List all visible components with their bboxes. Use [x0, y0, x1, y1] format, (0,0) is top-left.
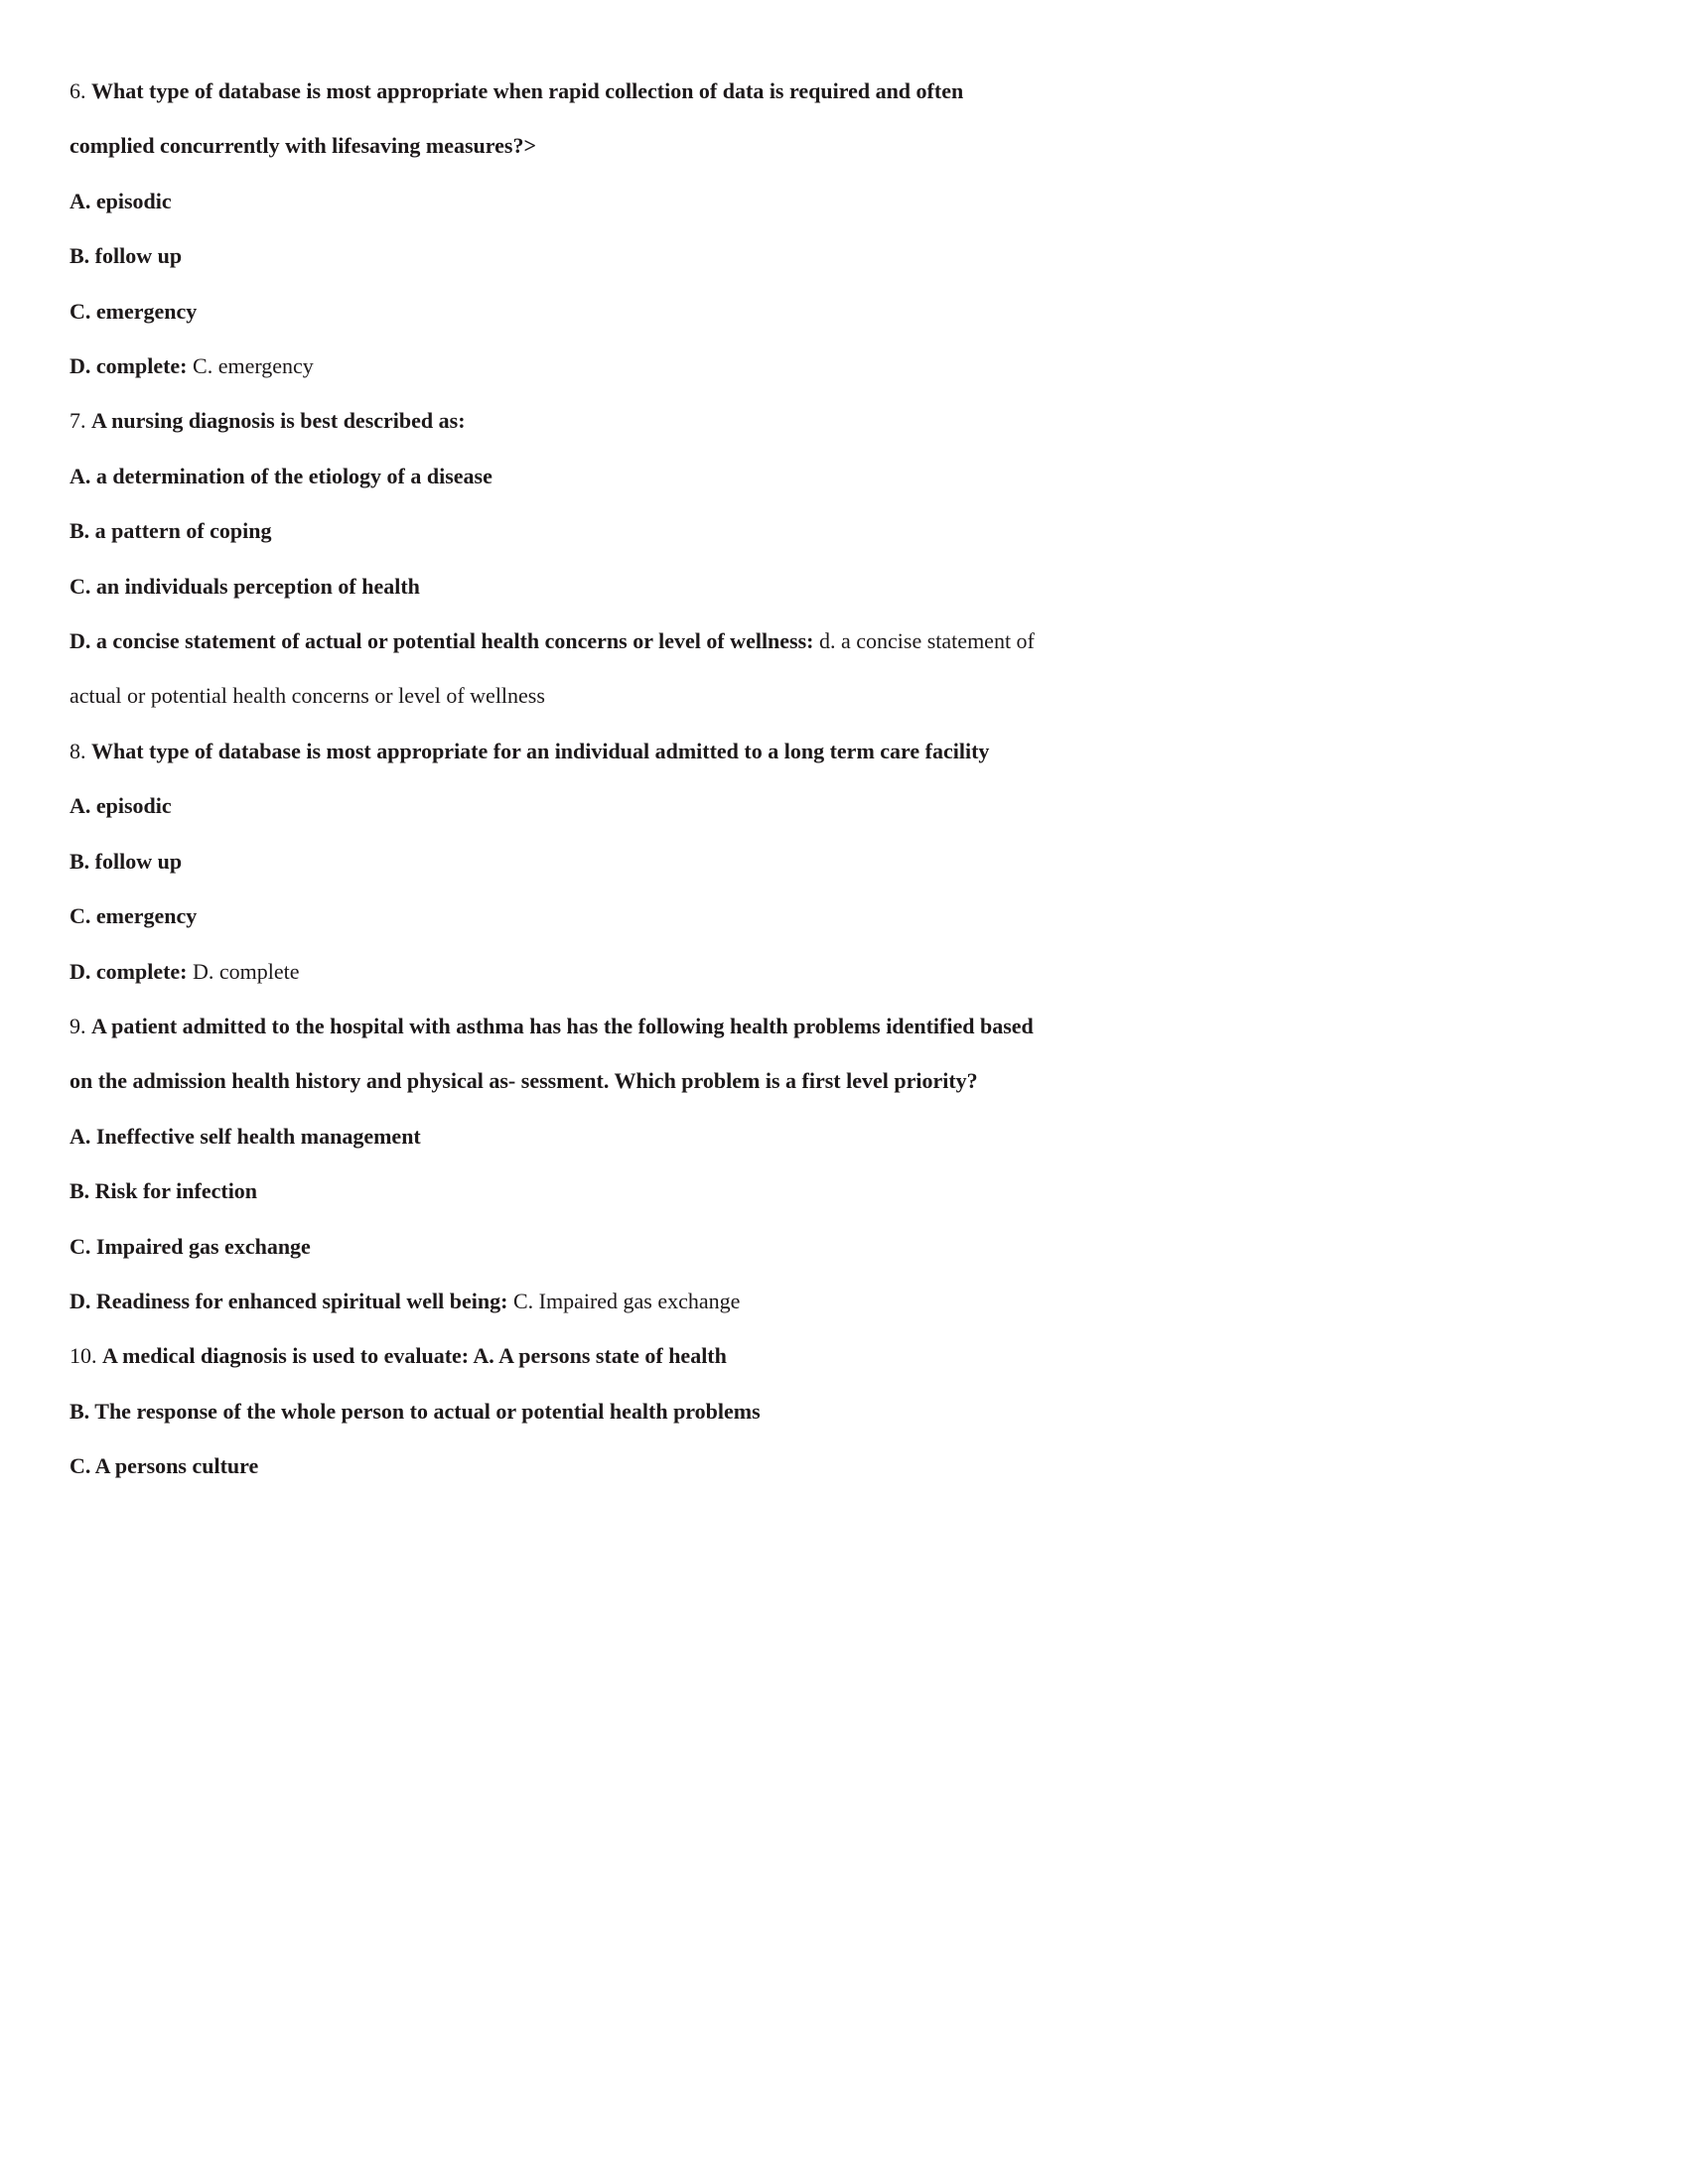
- text-segment: B. follow up: [70, 243, 183, 269]
- text-segment: B. a pattern of coping: [70, 518, 272, 544]
- text-line: [70, 1438, 1261, 1493]
- text-segment: D. complete:: [70, 353, 194, 379]
- text-line: [70, 888, 1261, 943]
- text-segment: C. an individuals perception of health: [70, 573, 420, 599]
- text-line: [70, 1328, 1261, 1383]
- text-segment: C. emergency: [70, 298, 198, 324]
- document-body: [70, 64, 1261, 1494]
- text-segment: A. Ineffective self health management: [70, 1123, 421, 1149]
- text-line: [70, 834, 1261, 888]
- text-segment: 10.: [70, 1343, 102, 1369]
- text-segment: D. a concise statement of actual or potential health concerns or level of wellness:: [70, 628, 820, 654]
- text-segment: What type of database is most appropriate when rapid collection of data is required and often: [91, 78, 964, 103]
- text-line: [70, 118, 1261, 173]
- text-line: [70, 1274, 1261, 1328]
- text-segment: D. complete:: [70, 958, 194, 984]
- text-segment: D. Readiness for enhanced spiritual well being:: [70, 1288, 513, 1313]
- text-segment: A. episodic: [70, 188, 172, 213]
- text-segment: C. A persons culture: [70, 1453, 259, 1479]
- text-line: [70, 339, 1261, 393]
- text-segment: C. Impaired gas exchange: [512, 1288, 741, 1313]
- text-line: [70, 614, 1261, 668]
- text-line: [70, 64, 1261, 118]
- text-segment: D. complete: [193, 958, 300, 984]
- text-line: [70, 449, 1261, 503]
- text-segment: B. Risk for infection: [70, 1178, 258, 1204]
- text-segment: B. follow up: [70, 848, 183, 874]
- text-segment: d. a concise statement of: [819, 628, 1035, 654]
- text-line: [70, 724, 1261, 778]
- text-segment: A. a determination of the etiology of a disease: [70, 463, 492, 488]
- text-segment: A nursing diagnosis is best described as:: [91, 408, 466, 434]
- text-segment: 9.: [70, 1013, 91, 1038]
- text-segment: C. emergency: [193, 353, 314, 379]
- text-line: [70, 174, 1261, 228]
- text-line: [70, 503, 1261, 558]
- text-segment: What type of database is most appropriate for an individual admitted to a long term care facility: [91, 738, 990, 763]
- text-segment: C. Impaired gas exchange: [70, 1233, 311, 1259]
- text-segment: A medical diagnosis is used to evaluate: A. A persons state of health: [102, 1343, 727, 1369]
- text-line: [70, 1219, 1261, 1274]
- text-line: [70, 1053, 1261, 1108]
- text-segment: A. episodic: [70, 793, 172, 819]
- text-line: [70, 393, 1261, 448]
- text-segment: on the admission health history and physical as- sessment. Which problem is a first level priority?: [70, 1068, 978, 1094]
- text-line: [70, 228, 1261, 283]
- text-line: [70, 999, 1261, 1053]
- text-line: [70, 1109, 1261, 1163]
- text-line: [70, 668, 1261, 723]
- text-segment: B. The response of the whole person to actual or potential health problems: [70, 1398, 761, 1424]
- text-segment: A patient admitted to the hospital with asthma has has the following health problems identified based: [91, 1013, 1034, 1038]
- text-segment: 6.: [70, 78, 91, 103]
- text-segment: complied concurrently with lifesaving measures?>: [70, 133, 537, 159]
- text-line: [70, 1384, 1261, 1438]
- text-segment: 7.: [70, 408, 91, 434]
- text-line: [70, 1163, 1261, 1218]
- text-segment: C. emergency: [70, 903, 198, 929]
- text-line: [70, 559, 1261, 614]
- text-line: [70, 778, 1261, 833]
- text-line: [70, 284, 1261, 339]
- text-line: [70, 944, 1261, 999]
- text-segment: 8.: [70, 738, 91, 763]
- text-segment: actual or potential health concerns or level of wellness: [70, 683, 545, 709]
